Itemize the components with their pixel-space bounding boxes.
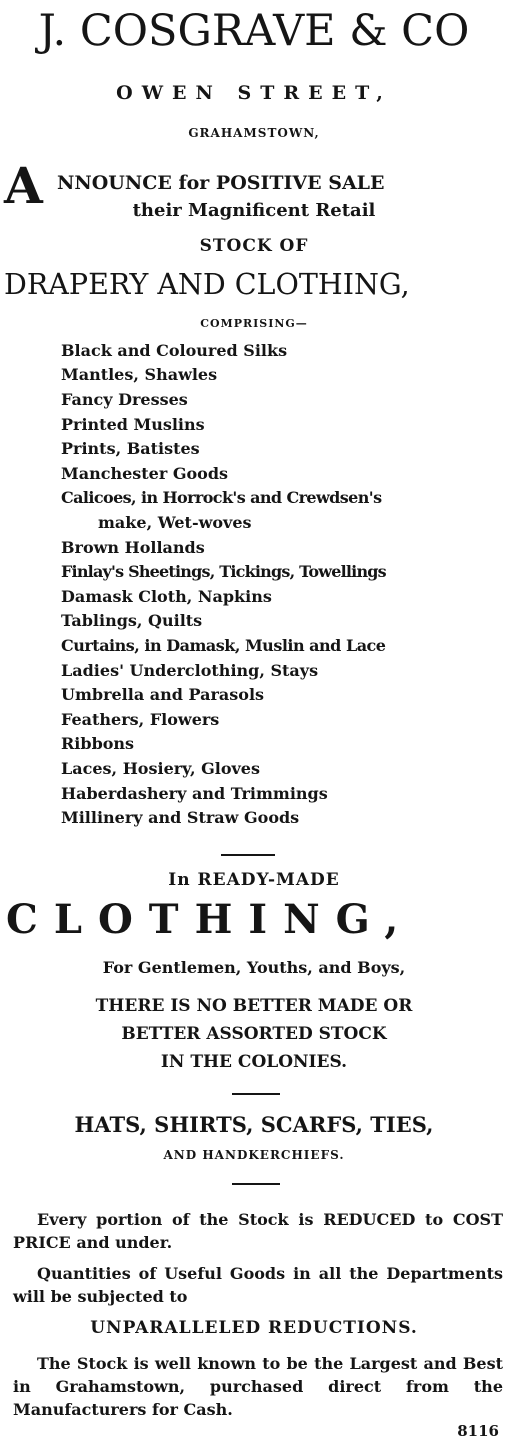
announce-line-1: NNOUNCE for POSITIVE SALE <box>57 172 385 194</box>
list-item: Curtains, in Damask, Muslin and Lace <box>61 636 386 655</box>
list-item: Umbrella and Parasols <box>61 685 265 704</box>
list-item: make, Wet-woves <box>98 513 252 532</box>
advert-number: 8116 <box>457 1422 499 1440</box>
street-line: OWEN STREET, <box>116 82 392 104</box>
list-item: Fancy Dresses <box>61 390 188 409</box>
no-better-line-2: BETTER ASSORTED STOCK <box>121 1024 387 1044</box>
list-item: Brown Hollands <box>61 538 205 557</box>
divider-rule <box>221 854 275 856</box>
hats-heading: HATS, SHIRTS, SCARFS, TIES, <box>74 1112 434 1137</box>
no-better-block <box>0 992 508 1076</box>
divider-rule <box>232 1183 280 1185</box>
no-better-line-1: THERE IS NO BETTER MADE OR <box>95 996 413 1016</box>
no-better-line-3: IN THE COLONIES. <box>160 1052 348 1072</box>
divider-rule <box>232 1093 280 1095</box>
handkerchiefs-line: AND HANDKERCHIEFS. <box>163 1148 345 1162</box>
unparalleled-heading: UNPARALLELED REDUCTIONS. <box>90 1318 418 1338</box>
list-item: Tablings, Quilts <box>61 611 203 630</box>
drapery-heading: DRAPERY AND CLOTHING, <box>4 268 410 301</box>
comprising-label: COMPRISING— <box>200 317 308 330</box>
advert-title: J. COSGRAVE & CO <box>38 6 470 56</box>
list-item: Ribbons <box>61 734 135 753</box>
list-item: Prints, Batistes <box>61 439 200 458</box>
list-item: Millinery and Straw Goods <box>61 808 300 827</box>
town-line: GRAHAMSTOWN, <box>188 126 320 140</box>
list-item: Laces, Hosiery, Gloves <box>61 759 260 778</box>
paragraph-reduced: Every portion of the Stock is REDUCED to COST PRICE and under. <box>13 1210 503 1252</box>
list-item: Black and Coloured Silks <box>61 341 288 360</box>
announce-line-2: their Magnificent Retail <box>132 200 376 221</box>
list-item: Haberdashery and Trimmings <box>61 784 328 803</box>
clothing-heading: CLOTHING, <box>6 896 415 943</box>
list-item: Manchester Goods <box>61 464 229 483</box>
list-item: Printed Muslins <box>61 415 205 434</box>
list-item: Finlay's Sheetings, Tickings, Towellings <box>61 562 386 581</box>
paragraph-stock: The Stock is well known to be the Largest and Best in Grahamstown, purchased direct from the Manufacturers for Cash. <box>13 1354 503 1419</box>
list-item: Damask Cloth, Napkins <box>61 587 272 606</box>
ready-made-line: In READY-MADE <box>168 870 340 890</box>
drop-cap: A <box>4 156 43 215</box>
list-item: Ladies' Underclothing, Stays <box>61 661 319 680</box>
stock-of-line: STOCK OF <box>199 236 309 256</box>
list-item: Mantles, Shawles <box>61 365 218 384</box>
for-gentlemen-line: For Gentlemen, Youths, and Boys, <box>102 958 406 977</box>
list-item: Feathers, Flowers <box>61 710 220 729</box>
list-item: Calicoes, in Horrock's and Crewdsen's <box>61 488 382 507</box>
paragraph-quantities: Quantities of Useful Goods in all the Departments will be subjected to <box>13 1264 503 1306</box>
